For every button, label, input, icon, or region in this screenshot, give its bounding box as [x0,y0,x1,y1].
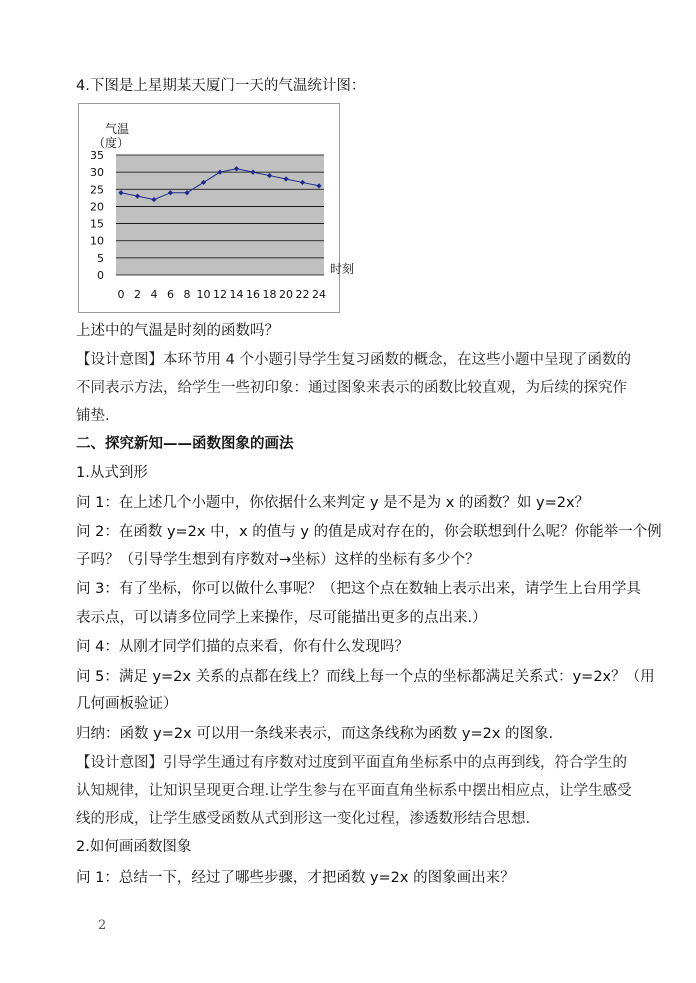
text-line-14: 几何画板验证） [76,696,178,712]
x-tick-label: 8 [183,288,191,301]
text-line-13: 问 5：满足 y=2x 关系的点都在线上？而线上每一个点的坐标都满足关系式：y=2x？（用 [76,669,655,685]
question-4-title: 4.下图是上星期某天厦门一天的气温统计图： [76,78,366,94]
text-line-15: 归纳：函数 y=2x 可以用一条线来表示，而这条线称为函数 y=2x 的图象. [76,726,554,742]
page-number: 2 [98,918,107,933]
x-tick-label: 14 [229,288,244,301]
text-line-7: 问 1：在上述几个小题中，你依据什么来判定 y 是不是为 x 的函数？如 y=2x？ [76,495,590,511]
x-tick-label: 6 [167,288,174,301]
y-tick-label: 0 [97,269,104,282]
x-tick-label: 0 [117,288,125,301]
text-line-18: 线的形成，让学生感受函数从式到形这一变化过程，渗透数形结合思想. [76,811,531,827]
y-tick-label: 5 [97,251,104,265]
section-heading: 二、探究新知——函数图象的画法 [76,436,294,452]
chart-canvas [79,104,355,312]
y-tick-label: 10 [90,234,104,248]
x-tick-label: 20 [279,288,293,301]
text-line-20: 问 1：总结一下，经过了哪些步骤，才把函数 y=2x 的图象画出来？ [76,870,515,886]
x-axis-label: 时刻 [330,262,355,276]
text-line-11: 表示点，可以请多位同学上来操作，尽可能描出更多的点出来.） [76,610,487,626]
text-line-3: 不同表示方法，给学生一些初印象：通过图象来表示的函数比较直观，为后续的探究作 [76,380,627,396]
text-line-12: 问 4：从刚才同学们描的点来看，你有什么发现吗？ [76,639,409,655]
temperature-chart [78,103,355,313]
x-tick-label: 10 [196,288,211,301]
x-tick-label: 18 [262,288,277,301]
text-line-9: 子吗？（引导学生想到有序数对→坐标）这样的坐标有多少个？ [76,552,480,568]
x-tick-label: 4 [150,288,158,301]
y-tick-label: 30 [90,166,104,180]
text-line-2: 【设计意图】本环节用 4 个小题引导学生复习函数的概念，在这些小题中呈现了函数的 [76,352,631,368]
text-line-17: 认知规律，让知识呈现更合理.让学生参与在平面直角坐标系中摆出相应点，让学生感受 [76,783,632,799]
text-line-4: 铺垫. [76,408,110,424]
x-tick-label: 16 [246,288,260,301]
text-line-16: 【设计意图】引导学生通过有序数对过度到平面直角坐标系中的点再到线，符合学生的 [76,755,627,771]
y-tick-label: 35 [90,149,104,162]
text-line-8: 问 2：在函数 y=2x 中，x 的值与 y 的值是成对存在的，你会联想到什么呢？你能举一个例 [76,524,662,540]
x-tick-label: 22 [295,288,310,301]
text-line-6: 1.从式到形 [76,465,148,481]
x-tick-label: 12 [213,288,227,301]
y-axis-label-line2: （度） [93,136,130,150]
y-axis-label-line1: 气温 [105,122,130,136]
text-line-19: 2.如何画函数图象 [76,839,192,855]
y-tick-label: 15 [90,217,104,231]
text-line-1: 上述中的气温是时刻的函数吗？ [76,323,279,339]
x-tick-label: 24 [312,288,326,301]
y-tick-label: 25 [90,183,104,197]
text-line-10: 问 3：有了坐标，你可以做什么事呢？（把这个点在数轴上表示出来，请学生上台用学具 [76,581,641,597]
y-tick-label: 20 [90,200,104,214]
x-tick-label: 2 [134,288,141,301]
